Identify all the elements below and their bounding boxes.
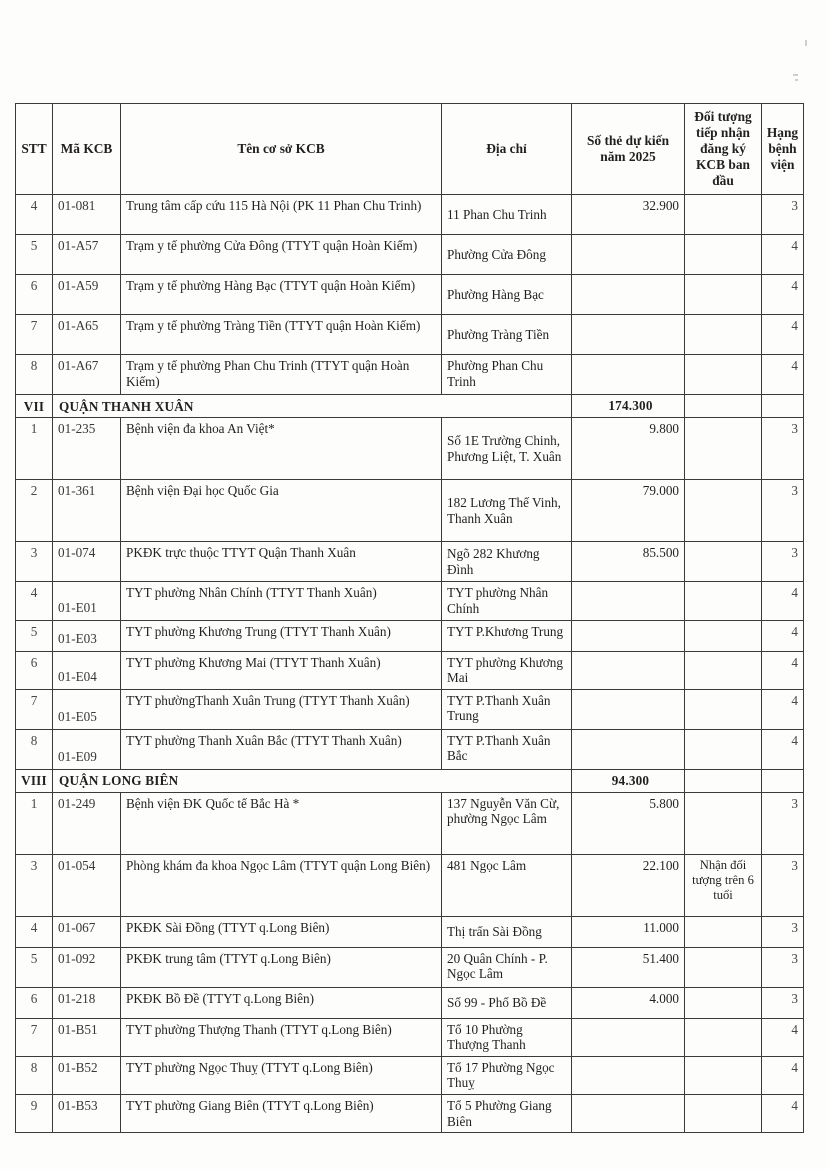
row-ma-kcb: 01-081 — [53, 195, 121, 235]
row-index: 8 — [16, 355, 53, 395]
row-eligibility-note — [685, 315, 762, 355]
row-expected-cards-2025 — [572, 729, 685, 769]
row-ma-kcb: 01-054 — [53, 854, 121, 916]
table-row — [16, 1056, 804, 1094]
section-roman-numeral: VIII — [16, 769, 53, 792]
row-eligibility-note: Nhận đối tượng trên 6 tuổi — [685, 854, 762, 916]
row-expected-cards-2025: 51.400 — [572, 947, 685, 987]
row-ma-kcb: 01-218 — [53, 987, 121, 1018]
table-row — [16, 315, 804, 355]
row-ma-kcb: 01-A57 — [53, 235, 121, 275]
row-hospital-rank: 3 — [762, 542, 804, 582]
row-ma-kcb: 01-092 — [53, 947, 121, 987]
row-hospital-rank: 4 — [762, 315, 804, 355]
row-address: Tổ 10 Phường Thượng Thanh — [442, 1018, 572, 1056]
row-eligibility-note — [685, 1018, 762, 1056]
row-eligibility-note — [685, 355, 762, 395]
row-expected-cards-2025 — [572, 355, 685, 395]
row-index: 2 — [16, 480, 53, 542]
section-eligibility-note — [685, 769, 762, 792]
row-address: Phường Hàng Bạc — [442, 275, 572, 315]
row-ma-kcb: 01-249 — [53, 792, 121, 854]
row-eligibility-note — [685, 620, 762, 651]
row-eligibility-note — [685, 418, 762, 480]
row-expected-cards-2025: 5.800 — [572, 792, 685, 854]
row-ma-kcb: 01-E04 — [53, 651, 121, 689]
table-row — [16, 582, 804, 620]
row-ma-kcb: 01-235 — [53, 418, 121, 480]
table-row — [16, 620, 804, 651]
row-expected-cards-2025: 85.500 — [572, 542, 685, 582]
row-eligibility-note — [685, 947, 762, 987]
table-row — [16, 916, 804, 947]
row-address: Tổ 17 Phường Ngọc Thuỵ — [442, 1056, 572, 1094]
row-index: 7 — [16, 315, 53, 355]
row-index: 9 — [16, 1095, 53, 1133]
row-facility-name: Bệnh viện ĐK Quốc tế Bắc Hà * — [121, 792, 442, 854]
section-eligibility-note — [685, 395, 762, 418]
row-address: TYT phường Nhân Chính — [442, 582, 572, 620]
row-eligibility-note — [685, 1095, 762, 1133]
column-header-ten-co-so: Tên cơ sở KCB — [121, 104, 442, 195]
row-eligibility-note — [685, 480, 762, 542]
column-header-dia-chi: Địa chỉ — [442, 104, 572, 195]
row-hospital-rank: 4 — [762, 582, 804, 620]
row-hospital-rank: 4 — [762, 729, 804, 769]
row-eligibility-note — [685, 582, 762, 620]
table-row — [16, 651, 804, 689]
row-facility-name: TYT phường Thanh Xuân Bắc (TTYT Thanh Xuân) — [121, 729, 442, 769]
row-address: 182 Lương Thế Vinh, Thanh Xuân — [442, 480, 572, 542]
row-facility-name: Trạm y tế phường Phan Chu Trinh (TTYT quận Hoàn Kiếm) — [121, 355, 442, 395]
row-expected-cards-2025 — [572, 1056, 685, 1094]
row-address: 137 Nguyễn Văn Cừ, phường Ngọc Lâm — [442, 792, 572, 854]
row-expected-cards-2025 — [572, 1095, 685, 1133]
row-ma-kcb: 01-E03 — [53, 620, 121, 651]
row-expected-cards-2025: 22.100 — [572, 854, 685, 916]
row-hospital-rank: 3 — [762, 792, 804, 854]
row-ma-kcb: 01-E05 — [53, 689, 121, 729]
row-facility-name: PKĐK trung tâm (TTYT q.Long Biên) — [121, 947, 442, 987]
row-facility-name: TYT phườngThanh Xuân Trung (TTYT Thanh Xuân) — [121, 689, 442, 729]
row-address: Phường Tràng Tiền — [442, 315, 572, 355]
row-eligibility-note — [685, 542, 762, 582]
row-ma-kcb: 01-B53 — [53, 1095, 121, 1133]
row-index: 6 — [16, 651, 53, 689]
section-roman-numeral: VII — [16, 395, 53, 418]
row-index: 3 — [16, 542, 53, 582]
row-ma-kcb: 01-A59 — [53, 275, 121, 315]
row-facility-name: TYT phường Khương Mai (TTYT Thanh Xuân) — [121, 651, 442, 689]
scan-artifact-speck — [805, 40, 807, 46]
column-header-doi-tuong: Đối tượng tiếp nhận đăng ký KCB ban đầu — [685, 104, 762, 195]
section-hospital-rank — [762, 769, 804, 792]
row-hospital-rank: 4 — [762, 1095, 804, 1133]
table-row — [16, 729, 804, 769]
table-row — [16, 1095, 804, 1133]
row-ma-kcb: 01-074 — [53, 542, 121, 582]
section-district-name: QUẬN THANH XUÂN — [53, 395, 572, 418]
row-expected-cards-2025 — [572, 315, 685, 355]
row-ma-kcb: 01-B52 — [53, 1056, 121, 1094]
table-row — [16, 195, 804, 235]
row-address: 20 Quân Chính - P. Ngọc Lâm — [442, 947, 572, 987]
row-hospital-rank: 3 — [762, 418, 804, 480]
row-facility-name: Trạm y tế phường Hàng Bạc (TTYT quận Hoàn Kiếm) — [121, 275, 442, 315]
section-total-cards: 94.300 — [572, 769, 685, 792]
kcb-facility-table-wrapper — [15, 103, 803, 1133]
row-address: 11 Phan Chu Trinh — [442, 195, 572, 235]
row-address: Số 99 - Phố Bồ Đề — [442, 987, 572, 1018]
table-row — [16, 987, 804, 1018]
row-expected-cards-2025 — [572, 651, 685, 689]
row-address: TYT phường Khương Mai — [442, 651, 572, 689]
table-row — [16, 947, 804, 987]
row-address: Ngõ 282 Khương Đình — [442, 542, 572, 582]
row-hospital-rank: 3 — [762, 947, 804, 987]
row-ma-kcb: 01-B51 — [53, 1018, 121, 1056]
row-hospital-rank: 4 — [762, 1056, 804, 1094]
table-row — [16, 275, 804, 315]
row-facility-name: Bệnh viện đa khoa An Việt* — [121, 418, 442, 480]
row-expected-cards-2025 — [572, 235, 685, 275]
row-address: 481 Ngọc Lâm — [442, 854, 572, 916]
row-facility-name: PKĐK Sài Đồng (TTYT q.Long Biên) — [121, 916, 442, 947]
table-row — [16, 355, 804, 395]
row-hospital-rank: 4 — [762, 355, 804, 395]
table-header-row — [16, 104, 804, 195]
section-hospital-rank — [762, 395, 804, 418]
row-hospital-rank: 4 — [762, 1018, 804, 1056]
table-row — [16, 792, 804, 854]
table-section-row — [16, 769, 804, 792]
row-index: 3 — [16, 854, 53, 916]
row-facility-name: TYT phường Khương Trung (TTYT Thanh Xuân) — [121, 620, 442, 651]
row-address: Thị trấn Sài Đồng — [442, 916, 572, 947]
row-facility-name: Trung tâm cấp cứu 115 Hà Nội (PK 11 Phan Chu Trinh) — [121, 195, 442, 235]
row-hospital-rank: 4 — [762, 689, 804, 729]
row-facility-name: Bệnh viện Đại học Quốc Gia — [121, 480, 442, 542]
row-index: 4 — [16, 916, 53, 947]
row-address: Số 1E Trường Chinh, Phương Liệt, T. Xuân — [442, 418, 572, 480]
row-hospital-rank: 4 — [762, 651, 804, 689]
row-hospital-rank: 4 — [762, 235, 804, 275]
table-row — [16, 235, 804, 275]
column-header-ma-kcb: Mã KCB — [53, 104, 121, 195]
section-total-cards: 174.300 — [572, 395, 685, 418]
kcb-facility-table — [15, 103, 804, 1133]
row-facility-name: Phòng khám đa khoa Ngọc Lâm (TTYT quận Long Biên) — [121, 854, 442, 916]
row-hospital-rank: 3 — [762, 987, 804, 1018]
row-hospital-rank: 3 — [762, 854, 804, 916]
row-expected-cards-2025: 32.900 — [572, 195, 685, 235]
row-address: TYT P.Thanh Xuân Trung — [442, 689, 572, 729]
row-expected-cards-2025 — [572, 582, 685, 620]
row-expected-cards-2025 — [572, 689, 685, 729]
table-row — [16, 689, 804, 729]
row-eligibility-note — [685, 987, 762, 1018]
column-header-stt: STT — [16, 104, 53, 195]
scan-artifact-speck — [793, 74, 798, 76]
row-eligibility-note — [685, 792, 762, 854]
column-header-so-the: Số thẻ dự kiến năm 2025 — [572, 104, 685, 195]
row-eligibility-note — [685, 729, 762, 769]
row-expected-cards-2025: 9.800 — [572, 418, 685, 480]
row-index: 5 — [16, 947, 53, 987]
row-index: 4 — [16, 195, 53, 235]
row-index: 4 — [16, 582, 53, 620]
row-ma-kcb: 01-E09 — [53, 729, 121, 769]
row-ma-kcb: 01-067 — [53, 916, 121, 947]
row-facility-name: PKĐK trực thuộc TTYT Quận Thanh Xuân — [121, 542, 442, 582]
row-facility-name: TYT phường Thượng Thanh (TTYT q.Long Biên) — [121, 1018, 442, 1056]
row-index: 1 — [16, 792, 53, 854]
row-facility-name: TYT phường Giang Biên (TTYT q.Long Biên) — [121, 1095, 442, 1133]
row-expected-cards-2025 — [572, 1018, 685, 1056]
row-index: 6 — [16, 987, 53, 1018]
row-expected-cards-2025: 11.000 — [572, 916, 685, 947]
row-eligibility-note — [685, 651, 762, 689]
row-address: Phường Phan Chu Trinh — [442, 355, 572, 395]
row-index: 5 — [16, 235, 53, 275]
table-row — [16, 1018, 804, 1056]
section-district-name: QUẬN LONG BIÊN — [53, 769, 572, 792]
row-facility-name: Trạm y tế phường Tràng Tiền (TTYT quận Hoàn Kiếm) — [121, 315, 442, 355]
row-expected-cards-2025: 4.000 — [572, 987, 685, 1018]
table-header — [16, 104, 804, 195]
row-address: Tổ 5 Phường Giang Biên — [442, 1095, 572, 1133]
row-ma-kcb: 01-A67 — [53, 355, 121, 395]
row-hospital-rank: 3 — [762, 195, 804, 235]
row-expected-cards-2025 — [572, 275, 685, 315]
row-hospital-rank: 3 — [762, 916, 804, 947]
row-hospital-rank: 4 — [762, 275, 804, 315]
row-index: 8 — [16, 1056, 53, 1094]
row-hospital-rank: 3 — [762, 480, 804, 542]
row-eligibility-note — [685, 689, 762, 729]
row-facility-name: TYT phường Ngọc Thuỵ (TTYT q.Long Biên) — [121, 1056, 442, 1094]
row-index: 6 — [16, 275, 53, 315]
row-index: 7 — [16, 1018, 53, 1056]
row-eligibility-note — [685, 275, 762, 315]
row-index: 1 — [16, 418, 53, 480]
table-section-row — [16, 395, 804, 418]
table-row — [16, 480, 804, 542]
table-body — [16, 195, 804, 1133]
row-address: TYT P.Khương Trung — [442, 620, 572, 651]
table-row — [16, 418, 804, 480]
row-address: TYT P.Thanh Xuân Bắc — [442, 729, 572, 769]
table-row — [16, 854, 804, 916]
row-eligibility-note — [685, 916, 762, 947]
row-index: 5 — [16, 620, 53, 651]
row-hospital-rank: 4 — [762, 620, 804, 651]
row-ma-kcb: 01-361 — [53, 480, 121, 542]
row-facility-name: Trạm y tế phường Cửa Đông (TTYT quận Hoàn Kiếm) — [121, 235, 442, 275]
row-index: 7 — [16, 689, 53, 729]
row-eligibility-note — [685, 235, 762, 275]
row-facility-name: PKĐK Bồ Đề (TTYT q.Long Biên) — [121, 987, 442, 1018]
row-facility-name: TYT phường Nhân Chính (TTYT Thanh Xuân) — [121, 582, 442, 620]
row-expected-cards-2025: 79.000 — [572, 480, 685, 542]
row-eligibility-note — [685, 1056, 762, 1094]
row-ma-kcb: 01-A65 — [53, 315, 121, 355]
row-address: Phường Cửa Đông — [442, 235, 572, 275]
column-header-hang-benh-vien: Hạng bệnh viện — [762, 104, 804, 195]
table-row — [16, 542, 804, 582]
row-expected-cards-2025 — [572, 620, 685, 651]
row-ma-kcb: 01-E01 — [53, 582, 121, 620]
row-index: 8 — [16, 729, 53, 769]
row-eligibility-note — [685, 195, 762, 235]
scan-artifact-speck — [795, 79, 798, 81]
